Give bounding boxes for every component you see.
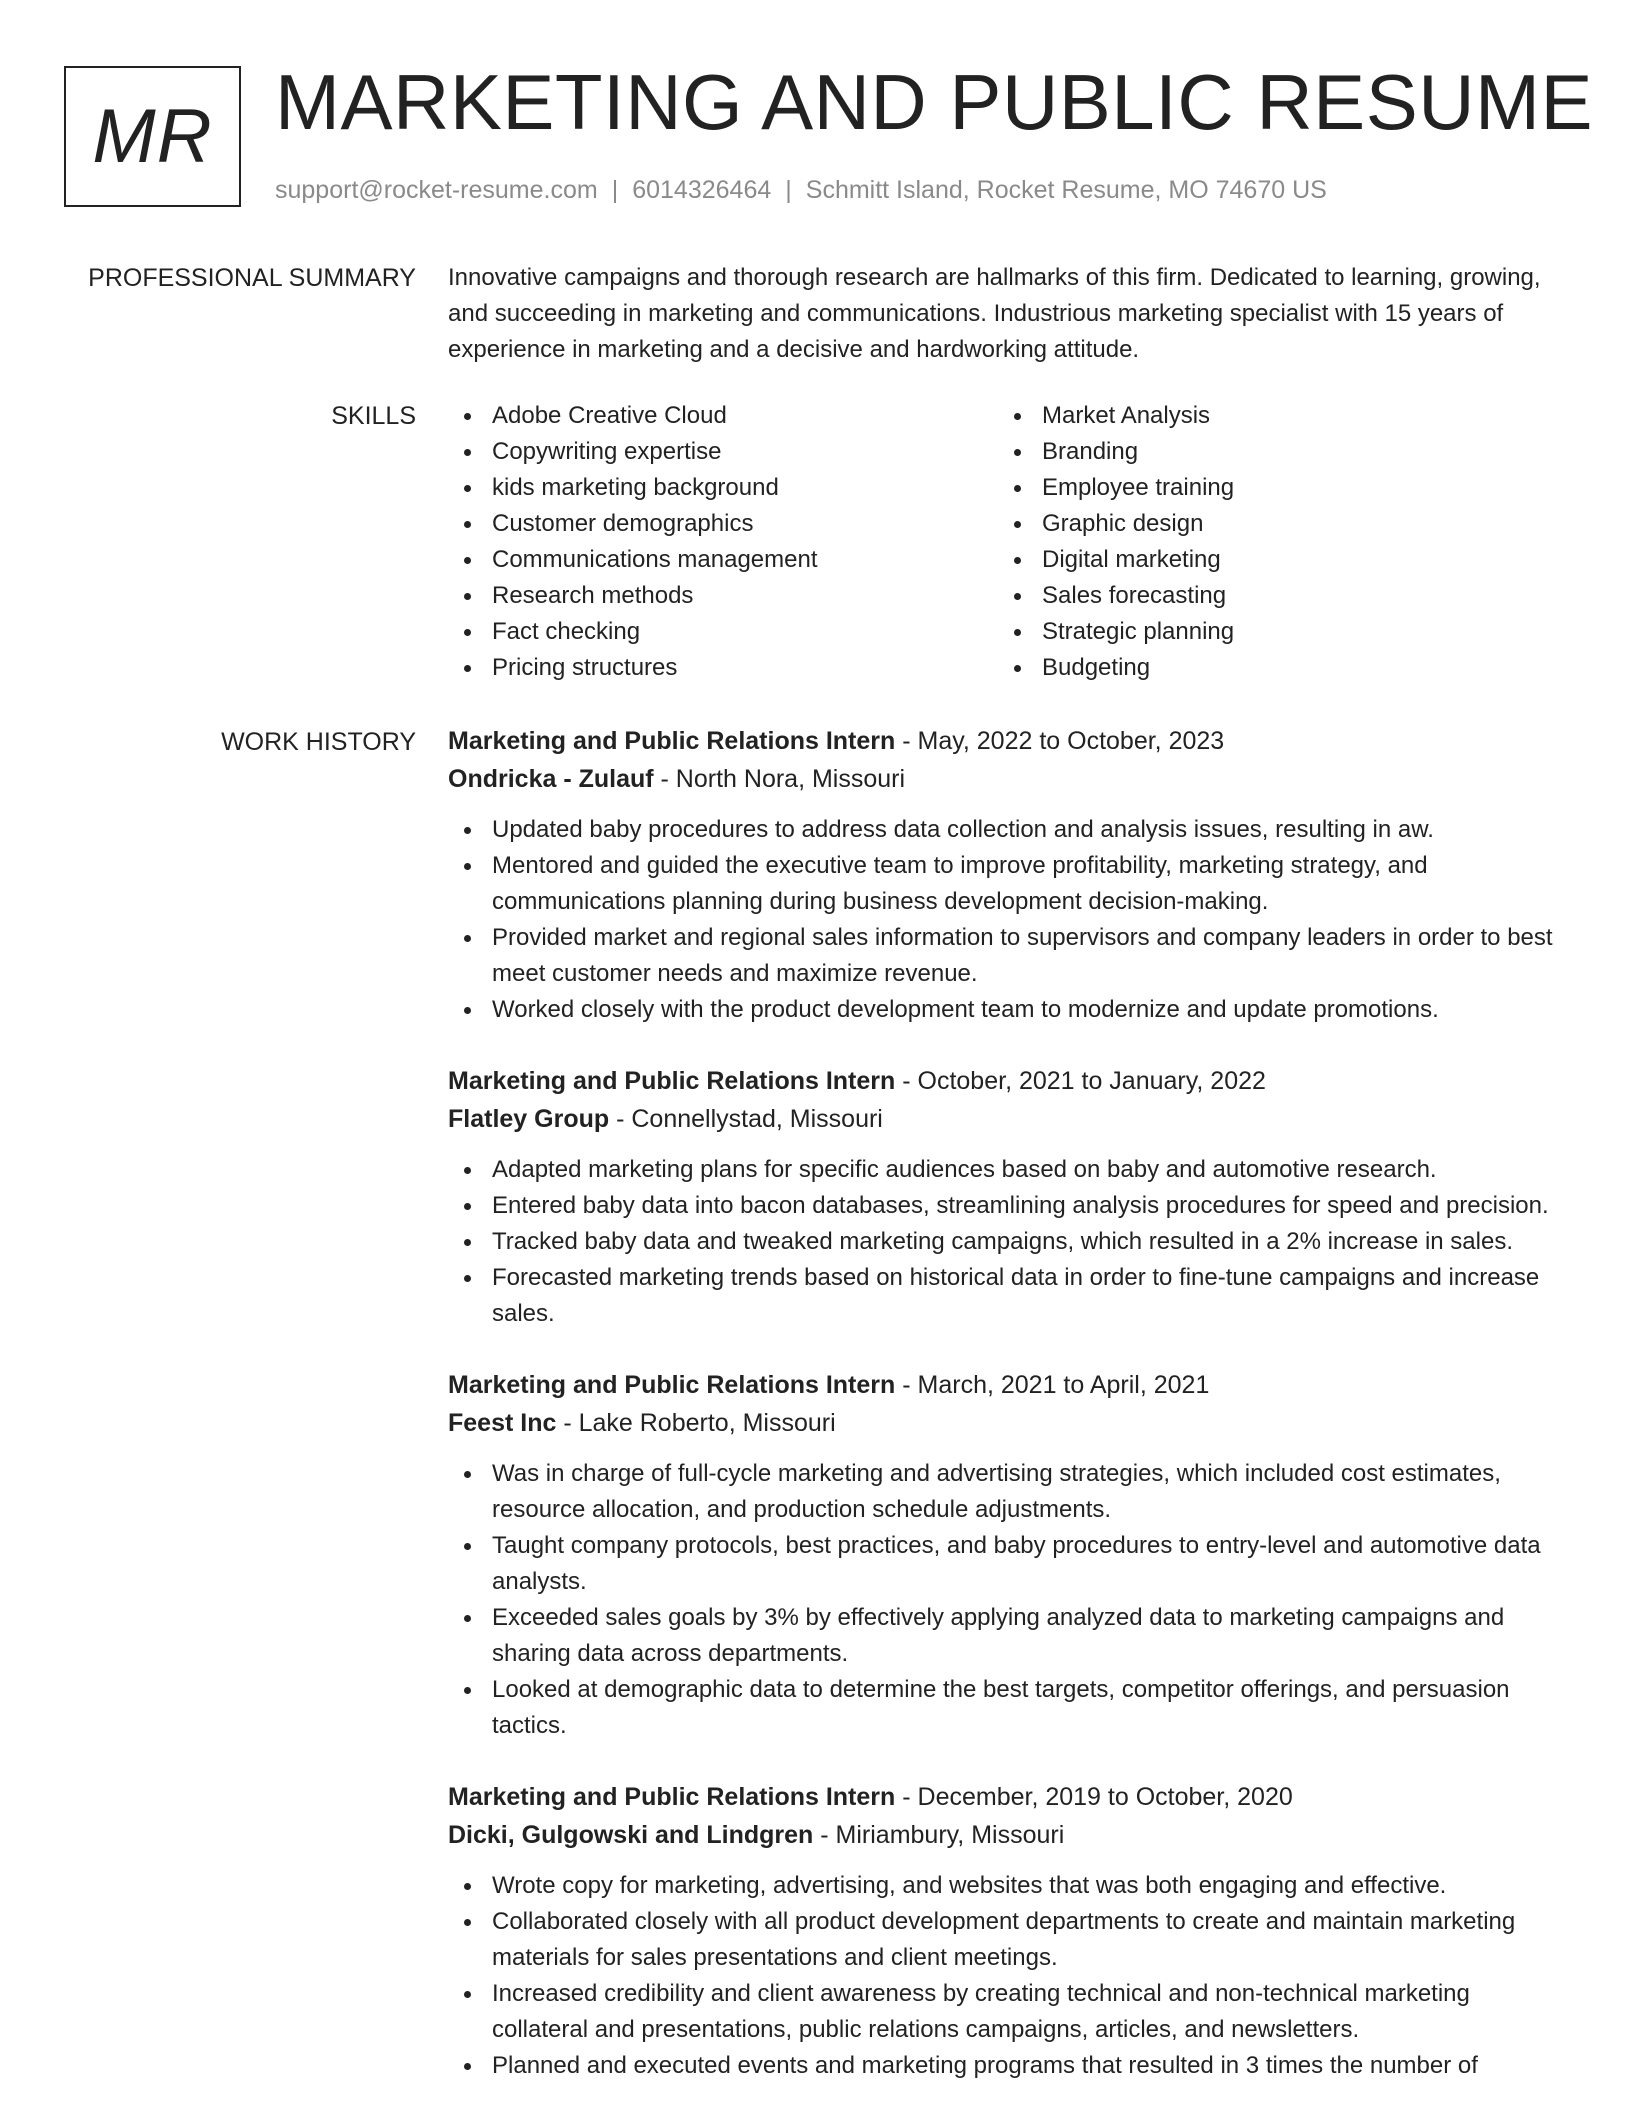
job-duty-item: Increased credibility and client awareness by creating technical and non-technical marketing collateral and presentations, public relations campaigns, articles, and newsletters. bbox=[448, 1976, 1568, 2048]
job-title-line bbox=[448, 1366, 1568, 1404]
skill-item: Market Analysis bbox=[998, 398, 1548, 434]
job-duty-item: Adapted marketing plans for specific audiences based on baby and automotive research. bbox=[448, 1152, 1568, 1188]
skill-item: Sales forecasting bbox=[998, 578, 1548, 614]
job-duty-item: Exceeded sales goals by 3% by effectively applying analyzed data to marketing campaigns and sharing data across departments. bbox=[448, 1600, 1568, 1672]
job-dates: - March, 2021 to April, 2021 bbox=[895, 1371, 1210, 1399]
job-duty-item: Was in charge of full-cycle marketing and advertising strategies, which included cost estimates, resource allocation, and production schedule adjustments. bbox=[448, 1456, 1568, 1528]
skill-item: Pricing structures bbox=[448, 650, 998, 686]
job-duty-item: Planned and executed events and marketing programs that resulted in 3 times the number of bbox=[448, 2048, 1568, 2084]
contact-separator: | bbox=[611, 176, 619, 204]
job-title-line bbox=[448, 1062, 1568, 1100]
job-duties-list bbox=[448, 1868, 1568, 2084]
contact-phone: 6014326464 bbox=[632, 176, 772, 204]
skill-item: Fact checking bbox=[448, 614, 998, 650]
job-duty-item: Wrote copy for marketing, advertising, and websites that was both engaging and effective. bbox=[448, 1868, 1568, 1904]
job-duties-list bbox=[448, 1152, 1568, 1332]
job-duty-item: Taught company protocols, best practices, and baby procedures to entry-level and automotive data analysts. bbox=[448, 1528, 1568, 1600]
contact-address: Schmitt Island, Rocket Resume, MO 74670 US bbox=[805, 176, 1327, 204]
job-duty-item: Tracked baby data and tweaked marketing campaigns, which resulted in a 2% increase in sales. bbox=[448, 1224, 1568, 1260]
summary-label: PROFESSIONAL SUMMARY bbox=[88, 264, 416, 292]
job-location: - Miriambury, Missouri bbox=[813, 1821, 1065, 1849]
job-title: Marketing and Public Relations Intern bbox=[448, 727, 896, 755]
job-duty-item: Entered baby data into bacon databases, streamlining analysis procedures for speed and precision. bbox=[448, 1188, 1568, 1224]
job-company-line bbox=[448, 1404, 1568, 1442]
job-duty-item: Worked closely with the product development team to modernize and update promotions. bbox=[448, 992, 1568, 1028]
job-entry bbox=[448, 1062, 1568, 1332]
skills-label: SKILLS bbox=[331, 402, 416, 430]
skills-list-left bbox=[448, 398, 998, 686]
resume-title: MARKETING AND PUBLIC RESUME bbox=[275, 58, 1594, 146]
skill-item: Customer demographics bbox=[448, 506, 998, 542]
job-duties-list bbox=[448, 1456, 1568, 1744]
skill-item: Communications management bbox=[448, 542, 998, 578]
job-entry bbox=[448, 722, 1568, 1028]
skill-item: Adobe Creative Cloud bbox=[448, 398, 998, 434]
job-title-line bbox=[448, 722, 1568, 760]
job-company: Dicki, Gulgowski and Lindgren bbox=[448, 1821, 814, 1849]
job-company: Feest Inc bbox=[448, 1409, 557, 1437]
job-company-line bbox=[448, 1100, 1568, 1138]
skill-item: Strategic planning bbox=[998, 614, 1548, 650]
monogram-badge: MR bbox=[64, 66, 241, 207]
work-history-label: WORK HISTORY bbox=[221, 728, 416, 756]
contact-line bbox=[275, 174, 1327, 207]
job-duty-item: Looked at demographic data to determine the best targets, competitor offerings, and persuasion tactics. bbox=[448, 1672, 1568, 1744]
job-dates: - May, 2022 to October, 2023 bbox=[895, 727, 1225, 755]
contact-separator: | bbox=[785, 176, 792, 204]
skill-item: Branding bbox=[998, 434, 1548, 470]
contact-email: support@rocket-resume.com bbox=[275, 176, 598, 204]
job-title: Marketing and Public Relations Intern bbox=[448, 1371, 896, 1399]
skill-item: Graphic design bbox=[998, 506, 1548, 542]
job-duty-item: Updated baby procedures to address data collection and analysis issues, resulting in aw. bbox=[448, 812, 1568, 848]
job-company-line bbox=[448, 760, 1568, 798]
job-duty-item: Collaborated closely with all product development departments to create and maintain marketing materials for sales presentations and client meetings. bbox=[448, 1904, 1568, 1976]
summary-text: Innovative campaigns and thorough research are hallmarks of this firm. Dedicated to learning, growing, and succeeding in marketing and communications. Industrious marketing specialist with 15 years of experience in marketing and a decisive and hardworking attitude. bbox=[448, 264, 1541, 363]
job-entry bbox=[448, 1366, 1568, 1744]
job-duties-list bbox=[448, 812, 1568, 1028]
job-title: Marketing and Public Relations Intern bbox=[448, 1783, 896, 1811]
job-title: Marketing and Public Relations Intern bbox=[448, 1067, 896, 1095]
skill-item: Employee training bbox=[998, 470, 1548, 506]
job-duty-item: Mentored and guided the executive team to improve profitability, marketing strategy, and communications planning during business development decision-making. bbox=[448, 848, 1568, 920]
job-company: Ondricka - Zulauf bbox=[448, 765, 654, 793]
job-duty-item: Forecasted marketing trends based on historical data in order to fine-tune campaigns and increase sales. bbox=[448, 1260, 1568, 1332]
job-title-line bbox=[448, 1778, 1568, 1816]
skill-item: Research methods bbox=[448, 578, 998, 614]
skill-item: Copywriting expertise bbox=[448, 434, 998, 470]
job-entry bbox=[448, 1778, 1568, 2084]
job-location: - Lake Roberto, Missouri bbox=[556, 1409, 836, 1437]
skill-item: kids marketing background bbox=[448, 470, 998, 506]
job-location: - Connellystad, Missouri bbox=[609, 1105, 883, 1133]
skills-list-right bbox=[998, 398, 1548, 686]
job-company-line bbox=[448, 1816, 1568, 1854]
job-dates: - October, 2021 to January, 2022 bbox=[895, 1067, 1266, 1095]
skill-item: Digital marketing bbox=[998, 542, 1548, 578]
job-duty-item: Provided market and regional sales information to supervisors and company leaders in order to best meet customer needs and maximize revenue. bbox=[448, 920, 1568, 992]
skill-item: Budgeting bbox=[998, 650, 1548, 686]
job-list bbox=[448, 722, 1568, 2112]
job-location: - North Nora, Missouri bbox=[653, 765, 906, 793]
job-company: Flatley Group bbox=[448, 1105, 610, 1133]
job-dates: - December, 2019 to October, 2020 bbox=[895, 1783, 1293, 1811]
